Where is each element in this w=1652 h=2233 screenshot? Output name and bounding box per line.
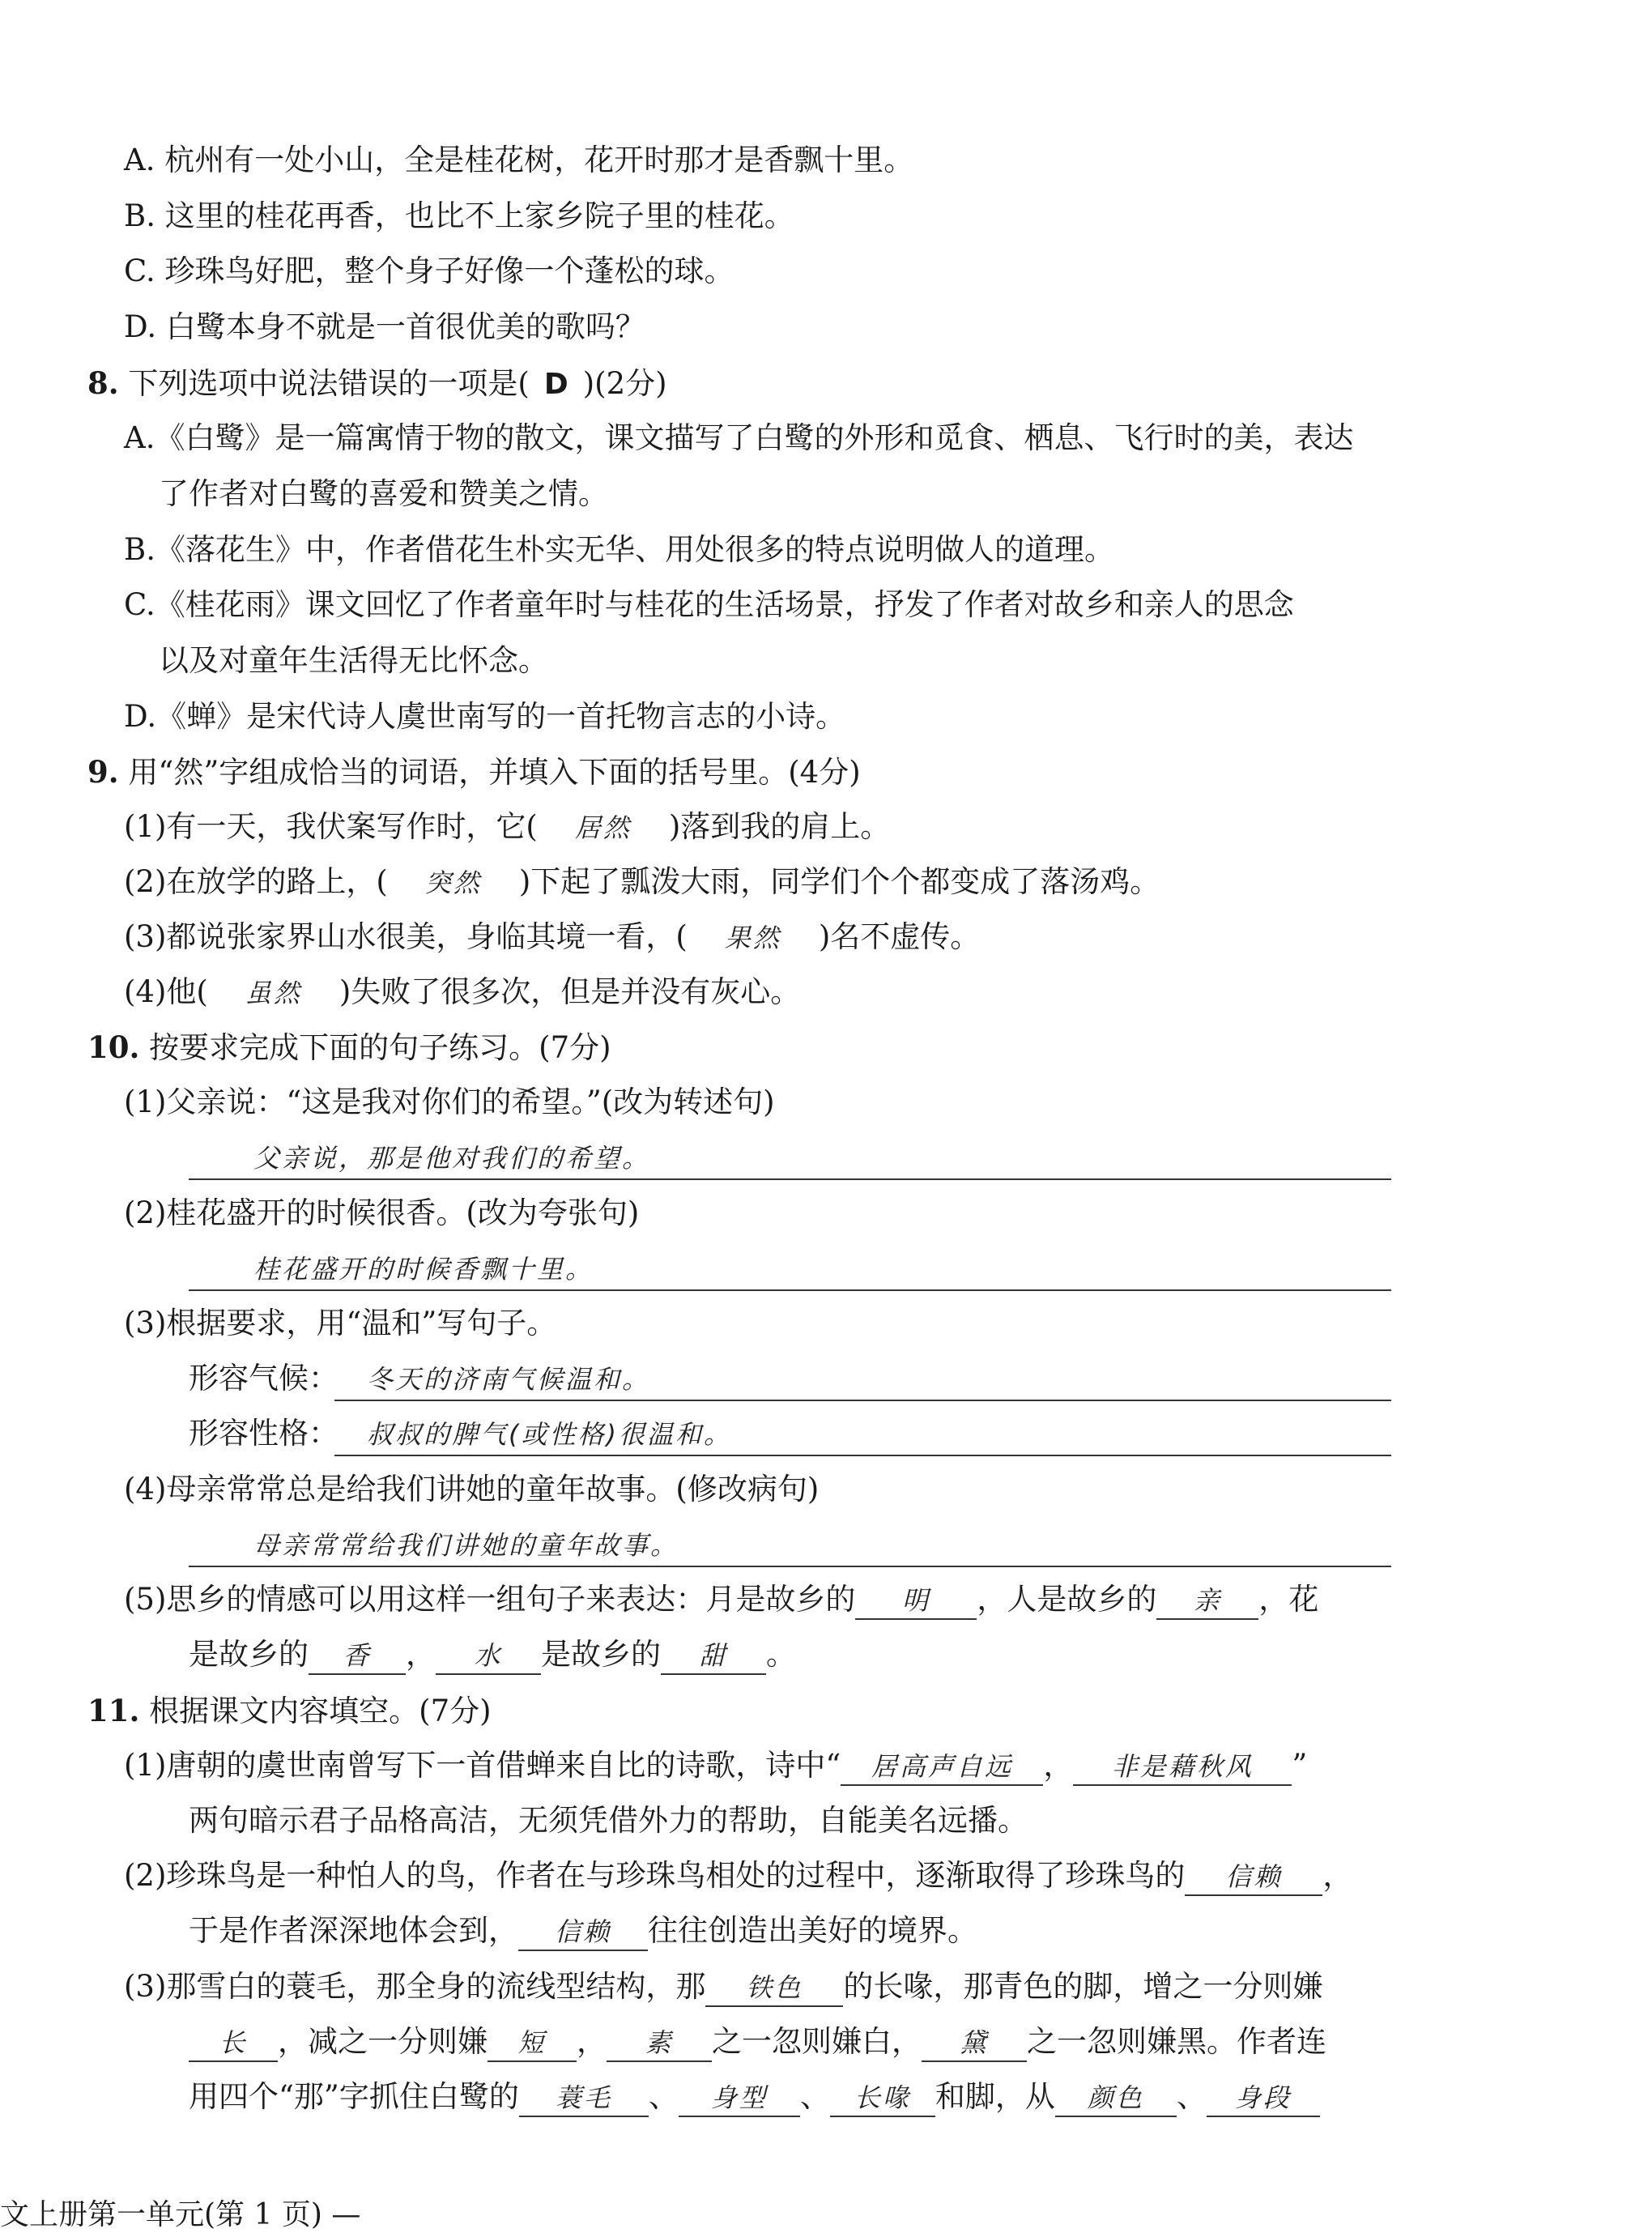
q10-s5-text7: 。: [766, 1637, 796, 1672]
q11-p2-blank-1: 信赖: [1185, 1859, 1322, 1896]
q9-item-3-after: )名不虚传。: [818, 919, 981, 954]
q11-p3-text4: ，: [577, 2024, 607, 2059]
q10-s1-answer: 父亲说，那是他对我们的希望。: [253, 1143, 651, 1174]
q11-p2-blank-2: 信赖: [518, 1914, 648, 1951]
q9-item-1-answer: 居然: [574, 812, 632, 843]
q10-s3-label-b: 形容性格：: [189, 1416, 338, 1451]
q10-s3-label-a: 形容气候：: [189, 1361, 338, 1396]
q9-item-3: [124, 916, 980, 959]
q10-s5-blank-2: 亲: [1156, 1583, 1258, 1620]
q10-s5-blank-1: 明: [855, 1583, 977, 1620]
q10-s5-text6: 是故乡的: [541, 1637, 661, 1672]
q9-item-2-after: )下起了瓢泼大雨，同学们个个都变成了落汤鸡。: [518, 864, 1160, 899]
q11-p1-line2: 两句暗示君子品格高洁，无须凭借外力的帮助，自能美名远播。: [189, 1803, 1028, 1838]
q11-p3-text1: (3)那雪白的蓑毛，那全身的流线型结构，那: [124, 1969, 706, 2004]
q10-s5-text2: ，人是故乡的: [977, 1582, 1157, 1617]
q10-s5-text3: ，花: [1258, 1582, 1319, 1617]
q11-p2-line1: [124, 1855, 1352, 1897]
q10-s3-answer-b: 叔叔的脾气(或性格)很温和。: [367, 1419, 732, 1450]
q11-p3-line1: [124, 1966, 1322, 2008]
q8-answer: D: [543, 368, 568, 401]
q10-s4-answer-line: [189, 1523, 1391, 1567]
q11-p3-text8: 、: [648, 2079, 679, 2114]
q10-s1-prompt: (1)父亲说：“这是我对你们的希望。”(改为转述句): [124, 1085, 775, 1119]
q11-p3-text9: 、: [799, 2079, 830, 2114]
q7-option-d: D. 白鹭本身不就是一首很优美的歌吗？: [124, 309, 645, 344]
q11-number: 11.: [87, 1693, 140, 1728]
q8-option-c-line2: 以及对童年生活得无比怀念。: [159, 643, 548, 678]
q11-p1-text1: (1)唐朝的虞世南曾写下一首借蝉来自比的诗歌，诗中“: [124, 1748, 841, 1783]
q10-s2-answer-line: [189, 1247, 1391, 1291]
q11-p3-blank-2: 长: [189, 2025, 278, 2062]
q11-p3-line2: [189, 2021, 1326, 2063]
q11-p1-blank-1: 居高声自远: [841, 1749, 1043, 1786]
q8-option-a-line2: 了作者对白鹭的喜爱和赞美之情。: [159, 476, 608, 511]
q10-s3-answer-a: 冬天的济南气候温和。: [367, 1364, 651, 1395]
q10-s5-text1: (5)思乡的情感可以用这样一组句子来表达：月是故乡的: [124, 1582, 856, 1617]
q8-option-b: B.《落花生》中，作者借花生朴实无华、用处很多的特点说明做人的道理。: [124, 532, 1114, 567]
page-footer: 文上册第一单元(第 1 页) —: [0, 2198, 361, 2231]
q11-p3-blank-3: 短: [488, 2025, 577, 2062]
q11-p3-blank-6: 蓑毛: [519, 2080, 649, 2117]
q10-s5-blank-3: 香: [309, 1638, 406, 1675]
q9-item-1-after: )落到我的肩上。: [668, 809, 891, 844]
q11-stem-text: 根据课文内容填空。(7分): [149, 1694, 492, 1728]
q8-number: 8.: [87, 365, 119, 401]
q9-item-4: [124, 971, 800, 1014]
q9-item-2-answer: 突然: [424, 867, 482, 898]
q9-item-3-answer: 果然: [724, 923, 781, 953]
q11-p1-text3: ”: [1292, 1748, 1308, 1783]
q7-option-a: A. 杭州有一处小山，全是桂花树，花开时那才是香飘十里。: [124, 143, 914, 177]
q11-p3-blank-10: 身段: [1207, 2080, 1320, 2117]
q10-s5-text5: ，: [406, 1637, 436, 1672]
q10-s4-answer: 母亲常常给我们讲她的童年故事。: [253, 1530, 679, 1561]
q10-s3-answer-line-b: [334, 1413, 1391, 1456]
q11-p3-line3: [189, 2076, 1320, 2118]
q11-p3-blank-9: 颜色: [1055, 2080, 1177, 2117]
q9-item-1: [124, 806, 890, 849]
q8-option-c-line1: C.《桂花雨》课文回忆了作者童年时与桂花的生活场景，抒发了作者对故乡和亲人的思念: [124, 587, 1294, 622]
q10-s5-text4: 是故乡的: [189, 1637, 309, 1672]
q10-s5-blank-5: 甜: [661, 1638, 766, 1675]
q11-stem: [87, 1690, 492, 1732]
q9-item-4-before: (4)他(: [124, 974, 208, 1009]
q11-p3-text6: 之一忽则嫌黑。作者连: [1027, 2024, 1326, 2059]
q9-item-2-before: (2)在放学的路上，(: [124, 864, 388, 899]
q11-p3-text3: ，减之一分则嫌: [278, 2024, 488, 2059]
q10-s3-answer-line-a: [334, 1357, 1391, 1401]
q10-s5-line1: [124, 1579, 1318, 1621]
q8-option-d: D.《蝉》是宋代诗人虞世南写的一首托物言志的小诗。: [124, 699, 846, 734]
q10-s3-prompt: (3)根据要求，用“温和”写句子。: [124, 1306, 557, 1340]
q7-option-c: C. 珍珠鸟好肥，整个身子好像一个蓬松的球。: [124, 254, 734, 288]
q11-p1-text2: ，: [1043, 1748, 1074, 1783]
q11-p3-text5: 之一忽则嫌白，: [712, 2024, 922, 2059]
q11-p3-text7: 用四个“那”字抓住白鹭的: [189, 2079, 519, 2114]
q11-p2-line2: [189, 1910, 977, 1952]
q10-s5-blank-4: 水: [436, 1638, 541, 1675]
q9-item-2: [124, 861, 1160, 904]
q10-s2-prompt: (2)桂花盛开的时候很香。(改为夸张句): [124, 1195, 640, 1230]
q9-item-4-after: )失败了很多次，但是并没有灰心。: [338, 974, 801, 1009]
q11-p2-text1: (2)珍珠鸟是一种怕人的鸟，作者在与珍珠鸟相处的过程中，逐渐取得了珍珠鸟的: [124, 1858, 1186, 1893]
q11-p3-blank-8: 长喙: [830, 2080, 935, 2117]
q11-p3-blank-5: 黛: [922, 2025, 1027, 2062]
q11-p2-text4: 往往创造出美好的境界。: [648, 1913, 977, 1948]
q11-p3-text2: 的长喙，那青色的脚，增之一分则嫌: [843, 1969, 1323, 2004]
q10-number: 10.: [87, 1029, 140, 1065]
q8-option-a-line1: A.《白鹭》是一篇寓情于物的散文，课文描写了白鹭的外形和觅食、栖息、飞行时的美，表达: [124, 420, 1354, 455]
q11-p2-text3: 于是作者深深地体会到，: [189, 1913, 518, 1948]
q9-number: 9.: [87, 754, 119, 790]
q10-s1-answer-line: [189, 1136, 1391, 1180]
q7-option-b: B. 这里的桂花再香，也比不上家乡院子里的桂花。: [124, 198, 794, 233]
q10-s5-line2: [189, 1634, 796, 1676]
q11-p3-blank-7: 身型: [679, 2080, 800, 2117]
q9-stem: [87, 751, 861, 794]
q8-stem: [87, 362, 667, 406]
q8-stem-after: )(2分): [582, 366, 667, 401]
q10-stem-text: 按要求完成下面的句子练习。(7分): [149, 1030, 611, 1065]
q11-p2-text2: ，: [1322, 1858, 1353, 1893]
q11-p3-text11: 、: [1176, 2079, 1207, 2114]
q8-stem-before: 下列选项中说法错误的一项是(: [128, 366, 530, 401]
q11-p1-blank-2: 非是藉秋风: [1073, 1749, 1292, 1786]
q10-s4-prompt: (4)母亲常常总是给我们讲她的童年故事。(修改病句): [124, 1472, 820, 1506]
q11-p3-blank-4: 素: [607, 2025, 712, 2062]
q11-p3-text10: 和脚，从: [935, 2079, 1055, 2114]
q9-item-4-answer: 虽然: [245, 978, 302, 1008]
q11-p1-line1: [124, 1745, 1307, 1787]
q10-stem: [87, 1026, 611, 1069]
q11-p3-blank-1: 铁色: [705, 1970, 843, 2007]
q9-item-1-before: (1)有一天，我伏案写作时，它(: [124, 809, 538, 844]
q9-item-3-before: (3)都说张家界山水很美，身临其境一看，(: [124, 919, 688, 954]
q10-s2-answer: 桂花盛开的时候香飘十里。: [253, 1254, 594, 1285]
q9-stem-text: 用“然”字组成恰当的词语，并填入下面的括号里。(4分): [128, 755, 861, 790]
